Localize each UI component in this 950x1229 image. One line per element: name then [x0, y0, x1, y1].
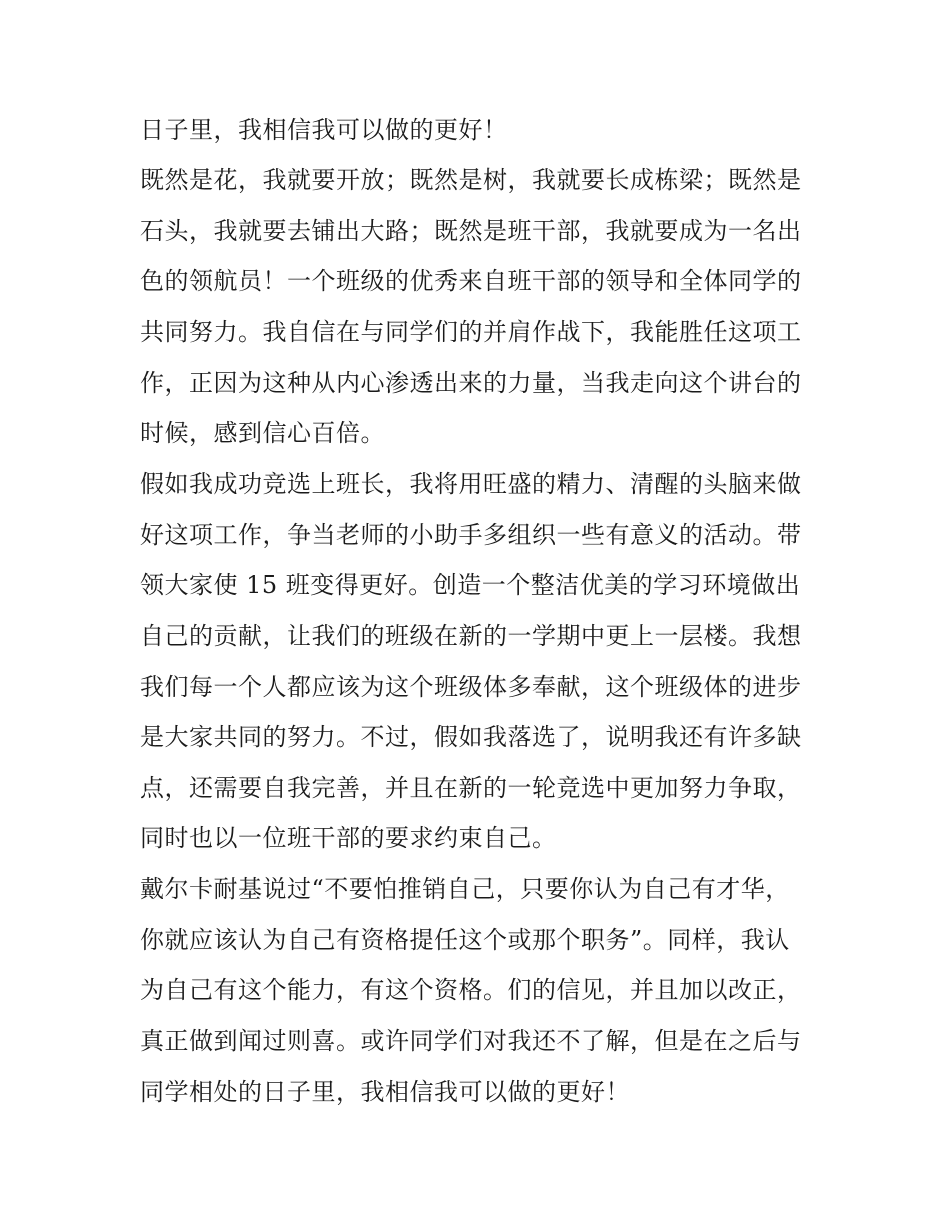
text-line: 石头，我就要去铺出大路；既然是班干部，我就要成为一名出 — [140, 217, 802, 245]
text-line: 同时也以一位班干部的要求约束自己。 — [140, 824, 557, 852]
text-line: 好这项工作，争当老师的小助手多组织一些有意义的活动。带 — [140, 521, 802, 549]
text-line: 日子里，我相信我可以做的更好！ — [140, 116, 508, 144]
text-line: 同学相处的日子里，我相信我可以做的更好！ — [140, 1078, 630, 1106]
text-line: 自己的贡献，让我们的班级在新的一学期中更上一层楼。我想 — [140, 622, 802, 650]
text-line: 作，正因为这种从内心渗透出来的力量，当我走向这个讲台的 — [140, 369, 802, 397]
text-line: 假如我成功竞选上班长，我将用旺盛的精力、清醒的头脑来做 — [140, 470, 802, 498]
text-line: 共同努力。我自信在与同学们的并肩作战下，我能胜任这项工 — [140, 318, 802, 346]
text-line: 时候，感到信心百倍。 — [140, 419, 385, 447]
text-line: 既然是花，我就要开放；既然是树，我就要长成栋梁；既然是 — [140, 166, 802, 194]
text-line: 领大家使 15 班变得更好。创造一个整洁优美的学习环境做出 — [140, 571, 801, 599]
text-line: 戴尔卡耐基说过“不要怕推销自己，只要你认为自己有才华， — [140, 875, 790, 903]
text-line: 为自己有这个能力，有这个资格。们的信见，并且加以改正， — [140, 976, 802, 1004]
text-line: 我们每一个人都应该为这个班级体多奉献，这个班级体的进步 — [140, 673, 802, 701]
text-line: 你就应该认为自己有资格提任这个或那个职务”。同样，我认 — [140, 926, 790, 954]
text-line: 点，还需要自我完善，并且在新的一轮竞选中更加努力争取， — [140, 774, 802, 802]
text-line: 真正做到闻过则喜。或许同学们对我还不了解，但是在之后与 — [140, 1027, 802, 1055]
text-line: 是大家共同的努力。不过，假如我落选了，说明我还有许多缺 — [140, 723, 802, 751]
text-line: 色的领航员！一个班级的优秀来自班干部的领导和全体同学的 — [140, 267, 802, 295]
